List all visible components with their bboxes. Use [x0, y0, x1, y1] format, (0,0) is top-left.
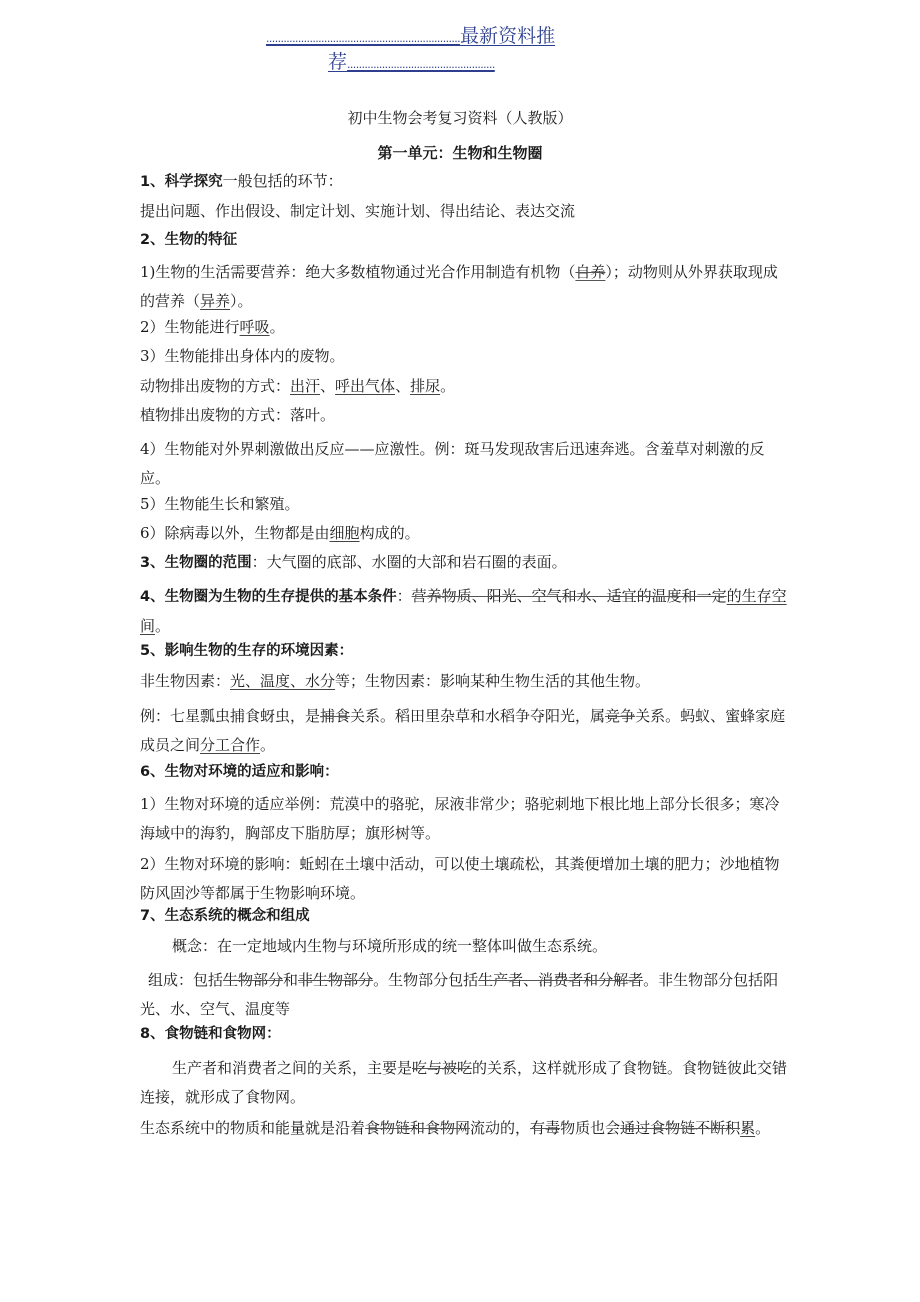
- section-3: 3、生物圈的范围：大气圈的底部、水圈的大部和岩石圈的表面。: [140, 553, 567, 571]
- section-2-plant-excretion: 植物排出废物的方式：落叶。: [140, 406, 336, 424]
- section-7-concept: 概念：在一定地域内生物与环境所形成的统一整体叫做生态系统。: [172, 937, 608, 955]
- section-2-item-4: 4）生物能对外界刺激做出反应——应激性。例：斑马发现敌害后迅速奔逃。含羞草对刺激的反应。: [140, 440, 765, 487]
- section-7-composition: 组成：包括生物部分和非生物部分。生物部分包括生产者、消费者和分解者。非生物部分包括阳光、水、空气、温度等: [140, 971, 779, 1018]
- header-text-2: 荐: [328, 51, 348, 73]
- section-2-item-1: 1)生物的生活需要营养：绝大多数植物通过光合作用制造有机物（自养）；动物则从外界获取现成的营养（异养）。: [140, 263, 778, 310]
- section-5-heading: 5、影响生物的生存的环境因素：: [140, 643, 354, 659]
- section-2-heading: 2、生物的特征: [140, 232, 238, 248]
- section-6-influence: 2）生物对环境的影响：蚯蚓在土壤中活动，可以使土壤疏松，其粪便增加土壤的肥力；沙地植物防风固沙等都属于生物影响环境。: [140, 855, 780, 902]
- header-dots-2: ...................................................: [347, 58, 495, 71]
- section-8-food-chain: 生产者和消费者之间的关系，主要是吃与被吃的关系，这样就形成了食物链。食物链彼此交错连接，就形成了食物网。: [140, 1059, 788, 1106]
- section-5-factors: 非生物因素：光、温度、水分等；生物因素：影响某种生物生活的其他生物。: [140, 672, 651, 690]
- section-8-heading: 8、食物链和食物网：: [140, 1026, 281, 1042]
- section-6-adaptation: 1）生物对环境的适应举例：荒漠中的骆驼，尿液非常少；骆驼刺地下根比地上部分长很多；寒冷海域中的海豹，胸部皮下脂肪厚；旗形树等。: [140, 795, 780, 842]
- document-title: 初中生物会考复习资料（人教版）: [347, 109, 573, 127]
- section-1-heading: 1、科学探究一般包括的环节：: [140, 172, 343, 190]
- section-2-item-5: 5）生物能生长和繁殖。: [140, 495, 300, 513]
- section-8-energy-flow: 生态系统中的物质和能量就是沿着食物链和食物网流动的，有毒物质也会通过食物链不断积累。: [140, 1119, 771, 1137]
- section-6-heading: 6、生物对环境的适应和影响：: [140, 764, 339, 780]
- section-2-item-6: 6）除病毒以外，生物都是由细胞构成的。: [140, 524, 420, 542]
- section-2-item-2: 2）生物能进行呼吸。: [140, 318, 285, 336]
- section-7-heading: 7、生态系统的概念和组成: [140, 908, 310, 924]
- section-2-item-3: 3）生物能排出身体内的废物。: [140, 347, 345, 365]
- section-2-animal-excretion: 动物排出废物的方式：出汗、呼出气体、排尿。: [140, 377, 456, 395]
- section-4: 4、生物圈为生物的生存提供的基本条件：营养物质、阳光、空气和水、适宜的温度和一定的生存空间。: [140, 587, 787, 635]
- section-1-body: 提出问题、作出假设、制定计划、实施计划、得出结论、表达交流: [140, 202, 576, 220]
- unit-title: 第一单元：生物和生物圈: [377, 144, 543, 162]
- section-5-example: 例：七星瓢虫捕食蚜虫，是捕食关系。稻田里杂草和水稻争夺阳光，属竞争关系。蚂蚁、蜜蜂家庭成员之间分工合作。: [140, 707, 786, 754]
- header-dots-1: ...................................................................: [266, 32, 461, 45]
- header-text-1: 最新资料推: [460, 25, 556, 47]
